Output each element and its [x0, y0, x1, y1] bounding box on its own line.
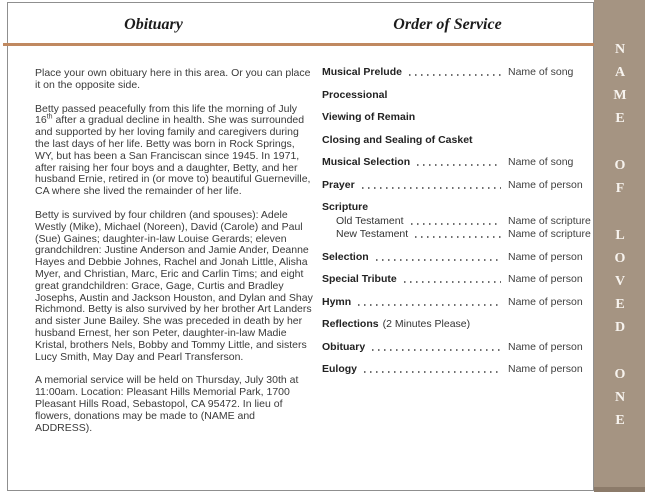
service-item-prayer: [322, 179, 584, 191]
service-item-value: Name of song: [508, 156, 574, 168]
service-item-viewing-of-remain: [322, 111, 584, 123]
dot-leader: [365, 341, 508, 353]
service-item-value: Name of person: [508, 363, 583, 375]
service-item-value: Name of person: [508, 178, 583, 191]
service-item-label: Scripture: [322, 201, 369, 213]
banner-word-name: NAME: [612, 42, 628, 134]
service-item-note: (2 Minutes Please): [382, 318, 471, 330]
service-item-label: Hymn: [322, 295, 352, 308]
dot-leader: [402, 66, 508, 78]
service-item-value: Name of person: [508, 340, 583, 353]
service-item-musical-prelude: [322, 66, 584, 78]
service-item-value: Name of scripture: [508, 215, 591, 227]
obituary-paragraph-life: [35, 104, 314, 198]
dot-leader: [410, 156, 508, 168]
order-of-service-heading: Order of Service: [393, 16, 502, 33]
obituary-heading: Obituary: [124, 16, 183, 33]
obituary-text-block: [35, 68, 314, 446]
ordinal-superscript: th: [46, 113, 53, 121]
service-item-eulogy: [322, 363, 584, 375]
header-divider-rule: [3, 43, 595, 46]
service-item-value: Name of song: [508, 66, 574, 78]
service-item-value: Name of person: [508, 250, 583, 263]
service-item-value: Name of person: [508, 273, 583, 285]
dot-leader: [408, 228, 508, 240]
service-item-label: Eulogy: [322, 363, 358, 375]
banner-word-loved: LOVED: [612, 228, 628, 343]
service-item-label: New Testament: [336, 228, 409, 240]
dot-leader: [404, 215, 508, 227]
service-item-label: Closing and Sealing of Casket: [322, 133, 473, 146]
service-item-hymn: [322, 296, 584, 308]
service-item-selection: [322, 251, 584, 263]
service-item-label: Musical Selection: [322, 156, 411, 168]
service-item-new-testament: [322, 228, 591, 240]
banner-word-of: OF: [612, 158, 628, 204]
dot-leader: [351, 296, 508, 308]
service-item-label: Musical Prelude: [322, 66, 402, 78]
service-item-label: Viewing of Remain: [322, 111, 416, 123]
service-item-processional: [322, 89, 584, 101]
dot-leader: [369, 251, 508, 263]
service-item-old-testament: [322, 215, 591, 227]
banner-word-one: ONE: [612, 367, 628, 436]
obituary-paragraph-service-info: A memorial service will be held on Thursday, July 30th at 11:00am. Location: Pleasant Hills Memorial Park, 1700 Pleasant Hills Road, Sebastopol, CA 95472. In lieu of flowers, donations may be made to (NAME and ADDRESS).: [35, 374, 299, 434]
service-item-value: Name of scripture: [508, 228, 591, 240]
service-item-obituary: [322, 341, 584, 353]
service-item-label: Prayer: [322, 178, 355, 191]
service-item-musical-selection: [322, 156, 584, 168]
service-item-value: Name of person: [508, 295, 583, 308]
service-item-label: Special Tribute: [322, 273, 397, 285]
obituary-paragraph-survivors: Betty is survived by four children (and spouses): Adele Westly (Mike), Michael (Noreen), David (Carole) and Paul (Sue) Gaines; daughter-in-law Louise Gerards; eleven grandchildren: Justine Anderson and Jamie Ander, Deanne Hayes and Debbie Johnes, Rachel and Jonah Little, Alisha Myer, and Christian, Marc, Eric and Carlin Tims; and eight great grandchildren: Grace, Gage, Curtis and Bradley Josephs, Austin and Jackson Houston, and Dylan and Shay Richmond. Betty is also survived by her brother Art Landers and sister June Bailey. She was preceded in death by her husband Ernest, her son Peter, daughter-in-law Madie Kristal, brothers Nels, Bobby and Tommy Little, and sisters Lucy Smith, May Day and Pearl Transferson.: [35, 208, 313, 363]
service-item-closing-and-sealing: [322, 134, 584, 146]
dot-leader: [397, 273, 508, 285]
loved-one-name-banner: [594, 0, 645, 492]
service-item-label: Old Testament: [336, 215, 404, 227]
service-item-reflections: [322, 318, 584, 330]
dot-leader: [357, 363, 508, 375]
service-item-scripture: [322, 201, 584, 213]
service-item-special-tribute: [322, 273, 584, 285]
dot-leader: [355, 179, 508, 191]
service-item-label: Reflections: [322, 318, 379, 330]
service-item-label: Obituary: [322, 340, 366, 353]
service-item-label: Selection: [322, 250, 369, 263]
obituary-paragraph-life-start: Betty passed peacefully from this life the morning of July 16: [35, 102, 298, 127]
order-of-service-list: [322, 66, 591, 386]
service-item-label: Processional: [322, 88, 388, 101]
obituary-placeholder-paragraph: Place your own obituary here in this area. Or you can place it on the opposite side.: [35, 67, 311, 91]
obituary-paragraph-life-rest: after a gradual decline in health. She was surrounded and supported by her loving family and caregivers during the last days of her life. Betty was born in Rock Springs, WY, but has been a San Franciscan since 1945. In 1971, after raising her four boys and a daughter, Betty, and her husband Ernie, retired in (or move to) beautiful Guerneville, CA where she lived the remainder of her life.: [35, 114, 311, 198]
